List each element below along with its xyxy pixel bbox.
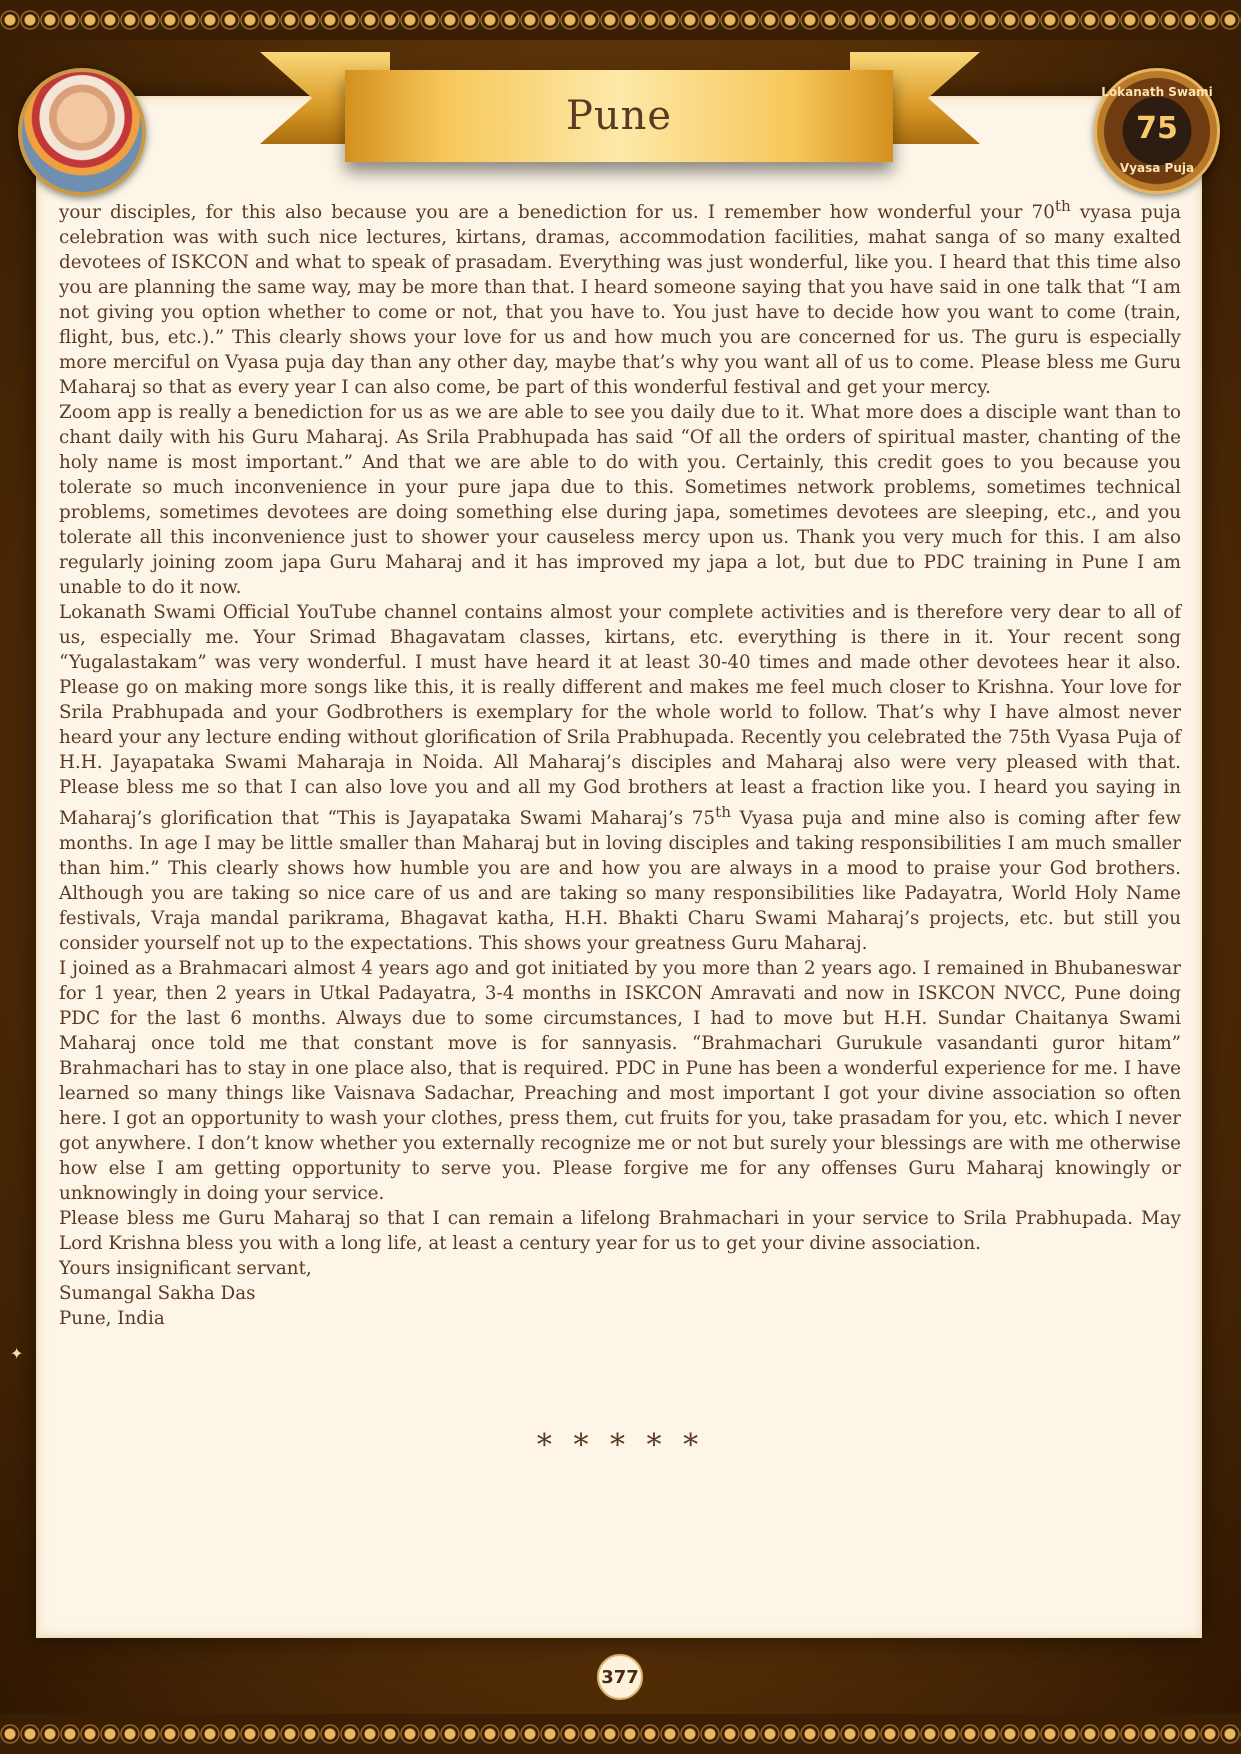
- page-title: Pune: [565, 93, 673, 139]
- vyasa-puja-75-emblem: [1094, 68, 1220, 194]
- signature-place: Pune, India: [59, 1308, 165, 1330]
- paragraph-brahmacari: I joined as a Brahmacari almost 4 years ago and got initiated by you more than 2 years ago. I remained in Bhubaneswar for 1 year, then 2 years in Utkal Padayatra, 3-4 months in ISKCON Amravati and now in ISKCON NVCC, Pune doing PDC for the last 6 months. Always due to some circumstances, I had to move but H.H. Sundar Chaitanya Swami Maharaj once told me that constant move is for sannyasis. “Brahmachari Gurukule vasandanti guror hitam” Brahmachari has to stay in one place also, that is required. PDC in Pune has been a wonderful experience for me. I have learned so many things like Vaisnava Sadachar, Preaching and most important I got your divine association so often here. I got an opportunity to wash your clothes, press them, cut fruits for you, take prasadam for you, etc. which I never got anywhere. I don’t know whether you externally recognize me or not but surely your blessings are with me otherwise how else I am getting opportunity to serve you. Please forgive me for any offenses Guru Maharaj knowingly or unknowingly in doing your service.: [59, 958, 1181, 1205]
- badge-bottom-text: Vyasa Puja: [1119, 161, 1195, 175]
- section-separator: * * * * *: [536, 1428, 705, 1463]
- paragraph-vyasa-puja: your disciples, for this also because you are a benediction for us. I remember how wonderful your 70th vyasa puja celebration was with such nice lectures, kirtans, dramas, accommodation facilities, mahat sanga of so many exalted devotees of ISKCON and what to speak of prasadam. Everything was just wonderful, like you. I heard that this time also you are planning the same way, may be more than that. I heard someone saying that you have said in one talk that “I am not giving you option whether to come or not, that you have to. You just have to decide how you want to come (train, flight, bus, etc.).” This clearly shows your love for us and how much you are concerned for us. The guru is especially more merciful on Vyasa puja day than any other day, maybe that’s why you want all of us to come. Please bless me Guru Maharaj so that as every year I can also come, be part of this wonderful festival and get your mercy.: [59, 197, 1181, 399]
- sparkle-icon: ✦: [10, 1344, 24, 1363]
- signature-name: Sumangal Sakha Das: [59, 1283, 256, 1305]
- closing-line: Yours insignificant servant,: [59, 1258, 312, 1280]
- paragraph-blessing: Please bless me Guru Maharaj so that I can remain a lifelong Brahmachari in your service to Srila Prabhupada. May Lord Krishna bless you with a long life, at least a century year for us to get your divine association.: [59, 1208, 1181, 1255]
- page-number: 377: [597, 1654, 643, 1700]
- badge-number: 75: [1136, 111, 1178, 146]
- paragraph-zoom: Zoom app is really a benediction for us as we are able to see you daily due to it. What more does a disciple want than to chant daily with his Guru Maharaj. As Srila Prabhupada has said “Of all the orders of spiritual master, chanting of the holy name is most important.” And that we are able to do with you. Certainly, this credit goes to you because you tolerate so much inconvenience in your pure japa due to this. Sometimes network problems, sometimes technical problems, sometimes devotees are doing something else during japa, sometimes devotees are sleeping, etc., and you tolerate all this inconvenience just to shower your causeless mercy upon us. Thank you very much for this. I am also regularly joining zoom japa Guru Maharaj and it has improved my japa a lot, but due to PDC training in Pune I am unable to do it now.: [59, 402, 1181, 599]
- letter-body: [59, 194, 1181, 1331]
- paragraph-youtube: Lokanath Swami Official YouTube channel contains almost your complete activities and is therefore very dear to all of us, especially me. Your Srimad Bhagavatam classes, kirtans, etc. everything is there in it. Your recent song “Yugalastakam” was very wonderful. I must have heard it at least 30-40 times and made other devotees hear it also. Please go on making more songs like this, it is really different and makes me feel much closer to Krishna. Your love for Srila Prabhupada and your Godbrothers is exemplary for the whole world to follow. That’s why I have almost never heard your any lecture ending without glorification of Srila Prabhupada. Recently you celebrated the 75th Vyasa Puja of H.H. Jayapataka Swami Maharaja in Noida. All Maharaj’s disciples and Maharaj also were very pleased with that. Please bless me so that I can also love you and all my God brothers at least a fraction like you. I heard you saying in Maharaj’s glorification that “This is Jayapataka Swami Maharaj’s 75th Vyasa puja and mine also is coming after few months. In age I may be little smaller than Maharaj but in loving disciples and taking responsibilities I am much smaller than him.” This clearly shows how humble you are and how you are always in a mood to praise your God brothers. Although you are taking so nice care of us and are taking so many responsibilities like Padayatra, World Holy Name festivals, Vraja mandal parikrama, Bhagavat katha, H.H. Bhakti Charu Swami Maharaj’s projects, etc. but still you consider yourself not up to the expectations. This shows your greatness Guru Maharaj.: [59, 602, 1181, 955]
- badge-top-text: Lokanath Swami: [1101, 85, 1213, 99]
- decorative-top-border: [0, 0, 1241, 40]
- guru-portrait-photo: [18, 68, 146, 196]
- title-ribbon: [345, 70, 893, 162]
- decorative-bottom-border: [0, 1714, 1241, 1754]
